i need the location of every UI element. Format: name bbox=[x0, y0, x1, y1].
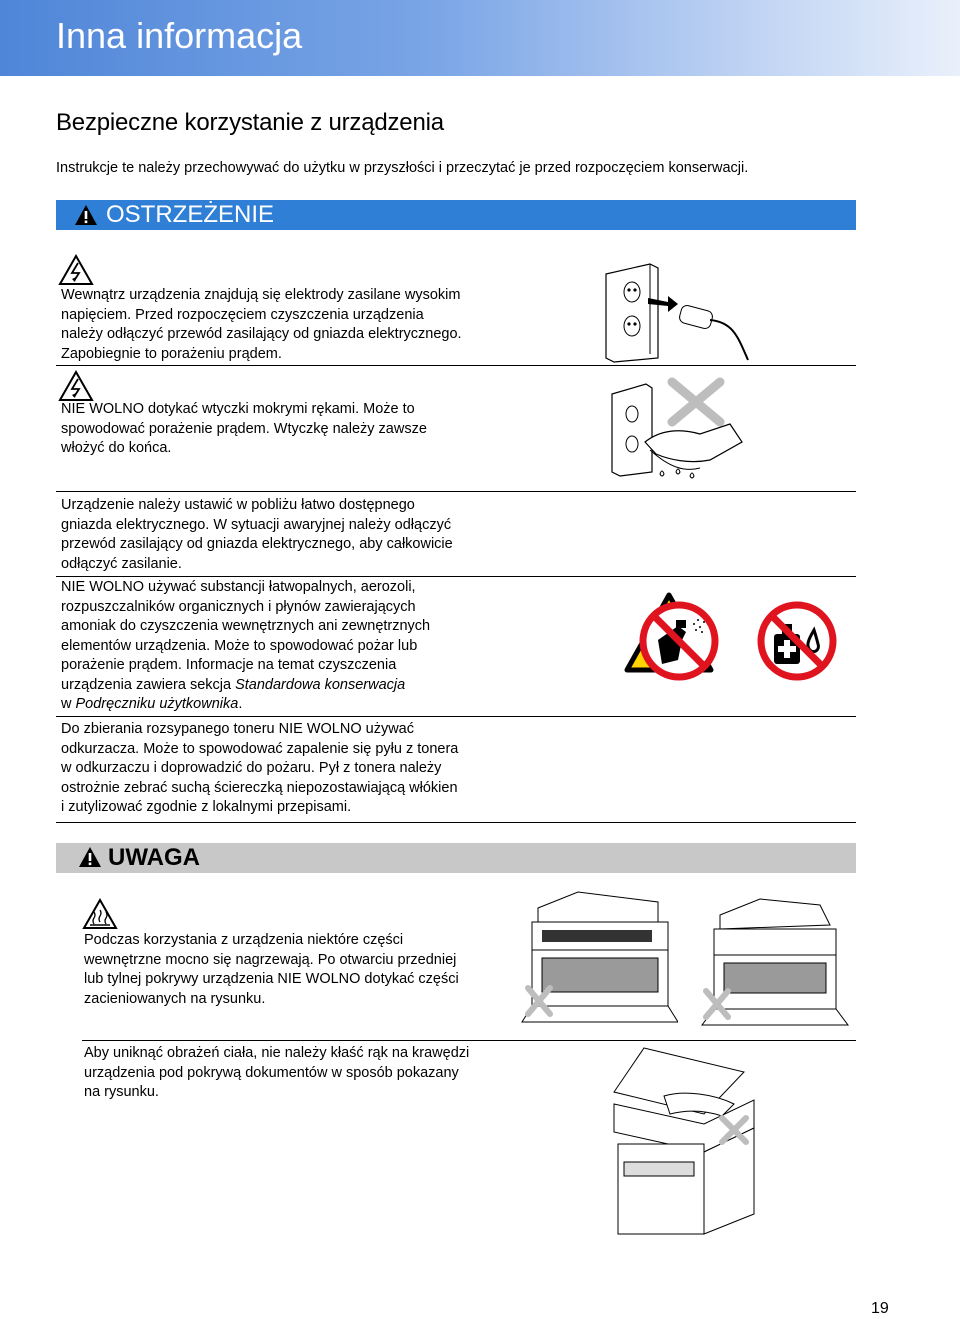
text-line: elementów urządzenia. Może to spowodować pożar lub bbox=[61, 637, 418, 654]
warning-item-5 bbox=[61, 720, 458, 818]
text-line: odkurzacza. Może to spowodować zapalenie się pyłu z tonera bbox=[61, 740, 459, 757]
text-line: NIE WOLNO dotykać wtyczki mokrymi rękami. Może to bbox=[61, 401, 415, 417]
text-line: w odkurzaczu i doprowadzić do pożaru. Pył z tonera należy bbox=[61, 760, 442, 776]
page-header-title: Inna informacja bbox=[56, 15, 303, 56]
text-line: Urządzenie należy ustawić w pobliżu łatwo dostępnego bbox=[61, 497, 415, 513]
electric-hazard-icon bbox=[58, 254, 94, 286]
warning-triangle-icon bbox=[78, 846, 102, 868]
text-line: Zapobiegnie to porażeniu prądem. bbox=[61, 345, 282, 362]
unplug-outlet-illustration bbox=[598, 262, 763, 364]
electric-hazard-icon bbox=[58, 370, 94, 402]
text-line: lub tylnej pokrywy urządzenia NIE WOLNO dotykać części bbox=[84, 971, 459, 987]
text-line: Wewnątrz urządzenia znajdują się elektrody zasilane wysokim bbox=[61, 287, 461, 303]
caution-item-2 bbox=[84, 1044, 469, 1103]
text-line: Do zbierania rozsypanego toneru NIE WOLNO używać bbox=[61, 721, 414, 737]
warning-item-4 bbox=[61, 578, 430, 715]
hot-surface-icon bbox=[82, 898, 118, 930]
no-solvent-icon bbox=[756, 600, 838, 682]
document-cover-illustration bbox=[604, 1044, 764, 1244]
warning-label: OSTRZEŻENIE bbox=[106, 201, 275, 228]
warning-banner bbox=[56, 200, 856, 230]
warning-item-2 bbox=[61, 400, 427, 459]
printer-front-open-illustration bbox=[518, 888, 678, 1028]
text-line: NIE WOLNO używać substancji łatwopalnych, aerozoli, bbox=[61, 579, 416, 595]
divider bbox=[56, 822, 856, 823]
text-line: należy odłączyć przewód zasilający od gniazda elektrycznego. bbox=[61, 326, 462, 342]
text-line: porażenie prądem. Informacje na temat czyszczenia bbox=[61, 657, 397, 673]
warning-triangle-icon bbox=[74, 204, 98, 226]
text-line: Podczas korzystania z urządzenia niektóre części bbox=[84, 932, 404, 948]
text-line: rozpuszczalników organicznych i płynów zawierających bbox=[61, 598, 416, 615]
warning-item-1 bbox=[61, 286, 462, 364]
text-line: napięciem. Przed rozpoczęciem czyszczenia urządzenia bbox=[61, 306, 424, 323]
divider bbox=[56, 365, 856, 366]
caution-item-1 bbox=[84, 931, 459, 1009]
text-line: przewód zasilający od gniazda elektrycznego, aby całkowicie bbox=[61, 536, 453, 552]
text-line: urządzenia pod pokrywą dokumentów w sposób pokazany bbox=[84, 1064, 459, 1081]
text-line: odłączyć zasilanie. bbox=[61, 555, 182, 572]
text-line: włożyć do końca. bbox=[61, 440, 172, 456]
warning-item-3 bbox=[61, 496, 453, 574]
wet-hands-outlet-illustration bbox=[610, 372, 770, 487]
divider bbox=[82, 1040, 856, 1041]
text-line: Aby uniknąć obrażeń ciała, nie należy kłaść rąk na krawędzi bbox=[84, 1045, 470, 1061]
no-aerosol-icon bbox=[638, 600, 720, 682]
manual-reference: Podręczniku użytkownika bbox=[75, 696, 239, 712]
text-line: w Podręczniku użytkownika. bbox=[61, 696, 243, 712]
divider bbox=[56, 576, 856, 577]
divider bbox=[56, 716, 856, 717]
text-line: wewnętrzne mocno się nagrzewają. Po otwarciu przedniej bbox=[84, 951, 457, 968]
printer-back-open-illustration bbox=[700, 895, 850, 1030]
text-line: spowodować porażenie prądem. Wtyczkę należy zawsze bbox=[61, 420, 427, 437]
section-title: Bezpieczne korzystanie z urządzenia bbox=[56, 109, 444, 136]
text-line: zacieniowanych na rysunku. bbox=[84, 990, 266, 1007]
intro-text: Instrukcje te należy przechowywać do użytku w przyszłości i przeczytać je przed rozpoczęciem konserwacji. bbox=[56, 160, 749, 176]
caution-label: UWAGA bbox=[108, 844, 200, 871]
text-line: urządzenia zawiera sekcja Standardowa konserwacja bbox=[61, 676, 406, 693]
page-number: 19 bbox=[871, 1300, 889, 1317]
manual-section-reference: Standardowa konserwacja bbox=[235, 676, 406, 693]
text-line: amoniak do czyszczenia wewnętrznych ani zewnętrznych bbox=[61, 618, 431, 634]
caution-banner bbox=[56, 843, 856, 873]
text-line: i zutylizować zgodnie z lokalnymi przepisami. bbox=[61, 799, 352, 815]
text-line: na rysunku. bbox=[84, 1084, 159, 1100]
text-line: gniazda elektrycznego. W sytuacji awaryjnej należy odłączyć bbox=[61, 516, 452, 533]
text-line: ostrożnie zebrać suchą ściereczką niepozostawiającą włókien bbox=[61, 779, 458, 796]
divider bbox=[56, 491, 856, 492]
